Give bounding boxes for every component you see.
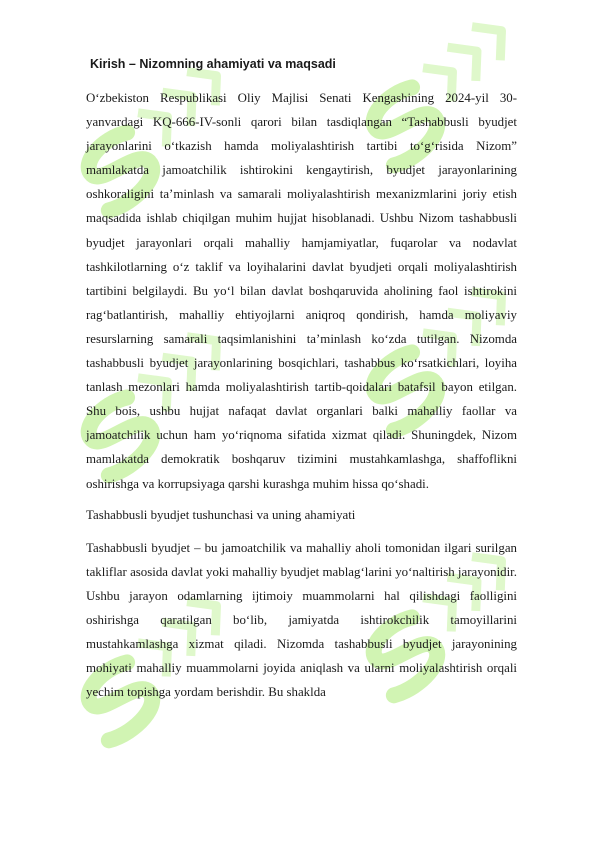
document-body (86, 54, 517, 704)
page-heading: Kirish – Nizomning ahamiyati va maqsadi (90, 57, 336, 71)
section-title: Tashabbusli byudjet tushunchasi va uning ahamiyati (86, 507, 356, 522)
intro-paragraph: O‘zbekiston Respublikasi Oliy Majlisi Senati Kengashining 2024-yil 30-yanvardagi KQ-666-IV-sonli qarori bilan tasdiqlangan “Tashabbusli byudjet jarayonlarini o‘tkazish hamda moliyalashtirish tartibi to‘g‘risida Nizom” mamlakatda jamoatchilik ishtirokini kengaytirish, byudjet jarayonlarining oshkoraligini ta’minlash va samarali moliyalashtirish mexanizmlarini joriy etish maqsadida ishlab chiqilgan muhim hujjat hisoblanadi. Ushbu Nizom tashabbusli byudjet jarayonlari orqali mahalliy hamjamiyatlar, fuqarolar va nodavlat tashkilotlarning o‘z taklif va loyihalarini davlat byudjeti orqali moliyalashtirish tartibini belgilaydi. Bu yo‘l bilan davlat boshqaruvida aholining faol ishtirokini rag‘batlantirish, mahalliy ehtiyojlarni aniqroq qondirish, hamda moliyaviy resurslarning samarali taqsimlanishini ta’minlash ko‘zda tutilgan. Nizomda tashabbusli byudjet jarayonlarining bosqichlari, tashabbus ko‘rsatkichlari, loyiha tanlash mezonlari hamda moliyalashtirish tartib-qoidalari batafsil bayon etilgan. Shu bois, ushbu hujjat nafaqat davlat organlari balki mahalliy faollar va jamoatchilik uchun ham yo‘riqnoma sifatida xizmat qiladi. Shuningdek, Nizom mamlakatda demokratik boshqaruv tizimini mustahkamlashga, shaffoflikni oshirishga va korrupsiyaga qarshi kurashga muhim hissa qo‘shadi. (86, 91, 517, 491)
definition-paragraph: Tashabbusli byudjet – bu jamoatchilik va mahalliy aholi tomonidan ilgari surilgan takliflar asosida davlat yoki mahalliy byudjet mablag‘larini yo‘naltirish jarayonidir. Ushbu jarayon odamlarning ijtimoiy muammolarni hal qilishdagi faolligini oshirishga qaratilgan bo‘lib, jamiyatda ishtirokchilik tamoyillarini mustahkamlashga xizmat qiladi. Nizomda tashabbusli byudjet jarayonining mohiyati mahalliy muammolarni joyida aniqlash va ularni moliyalashtirish orqali yechim topishga yordam berishdir. Bu shaklda (86, 540, 517, 700)
